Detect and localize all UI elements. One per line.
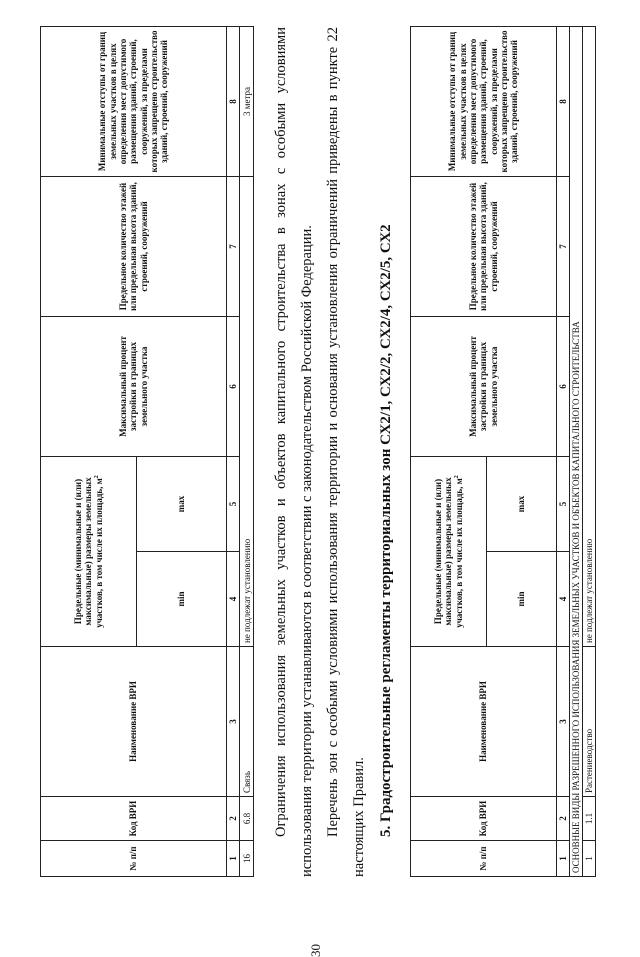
col-header-floors: Предельное количество этажей или предельная высота зданий, строений, сооружений [411,177,557,317]
col-number: 6 [227,317,240,457]
col-header-percent: Максимальный процент застройки в границах земельного участка [411,317,557,457]
col-header-size-text: Предельные (минимальные и (или) максимальные) размеры земельных участков, в том числе их площадь, м [432,477,464,628]
row-setback: 3 метра [240,27,254,177]
col-header-size-sup: 2 [93,475,100,479]
row-name: Растениеводство [583,647,596,797]
col-header-n: № п/п [411,841,557,877]
col-number: 2 [557,797,570,841]
row-code: 1.1 [583,797,596,841]
col-header-name: Наименование ВРИ [41,647,227,797]
regulations-table-2 [410,26,596,877]
col-header-floors: Предельное количество этажей или предельная высота зданий, строений, сооружений [41,177,227,317]
col-header-min: min [487,552,557,647]
col-header-code: Код ВРИ [41,797,227,841]
row-code: 6.8 [240,797,254,841]
col-number: 3 [227,647,240,797]
col-header-max: max [137,457,227,552]
table-row [240,27,254,877]
row-n: 1 [583,841,596,877]
section-row: ОСНОВНЫЕ ВИДЫ РАЗРЕШЕННОГО ИСПОЛЬЗОВАНИЯ ЗЕМЕЛЬНЫХ УЧАСТКОВ И ОБЪЕКТОВ КАПИТАЛЬНОГО СТРОИТЕЛЬСТВА [570,27,583,877]
col-number: 1 [227,841,240,877]
col-header-setback: Минимальные отступы от границ земельных участков в целях определения мест допустимого размещения зданий, строений, сооружений, за пределами которых запрещено строительство зданий, строений, сооружений [411,27,557,177]
row-size: не подлежат установлению [240,177,254,647]
table-row [583,27,596,877]
regulations-table-1 [40,26,254,877]
col-number: 5 [557,457,570,552]
col-header-size-sup: 2 [453,475,460,479]
col-header-size [41,457,137,647]
col-number: 4 [227,552,240,647]
col-header-name: Наименование ВРИ [411,647,557,797]
paragraph-2: Перечень зон с особыми условиями использования территории и основания установления ограничений приведены в пункте 22 настоящих Правил. [325,27,367,877]
col-header-percent: Максимальный процент застройки в границах земельного участка [41,317,227,457]
col-number: 4 [557,552,570,647]
row-n: 16 [240,841,254,877]
paragraph-1: Ограничения использования земельных участков и объектов капитального строительства в зонах с особыми условиями использования территории устанавливаются в соответствии с законодательством Российской Федерации. [273,27,315,877]
col-number: 7 [227,177,240,317]
col-number: 1 [557,841,570,877]
col-number: 6 [557,317,570,457]
col-header-n: № п/п [41,841,227,877]
col-header-code: Код ВРИ [411,797,557,841]
col-number: 7 [557,177,570,317]
paragraph-block [268,27,372,877]
page-number: 30 [308,944,323,957]
col-number: 8 [557,27,570,177]
row-name: Связь [240,647,254,797]
col-header-min: min [137,552,227,647]
section-heading: 5. Градостроительные регламенты территориальных зон СХ2/1, СХ2/2, СХ2/4, СХ2/5, СХ2 [378,224,394,837]
col-header-size [411,457,487,647]
col-number: 3 [557,647,570,797]
col-header-max: max [487,457,557,552]
row-size: не подлежат установлению [583,27,596,647]
col-number: 2 [227,797,240,841]
col-header-size-text: Предельные (минимальные и (или) максимальные) размеры земельных участков, в том числе их площадь, м [72,477,104,628]
rotated-page [40,27,600,957]
col-header-setback: Минимальные отступы от границ земельных участков в целях определения мест допустимого размещения зданий, строений, сооружений, за пределами которых запрещено строительство зданий, строений, сооружений [41,27,227,177]
col-number: 5 [227,457,240,552]
col-number: 8 [227,27,240,177]
